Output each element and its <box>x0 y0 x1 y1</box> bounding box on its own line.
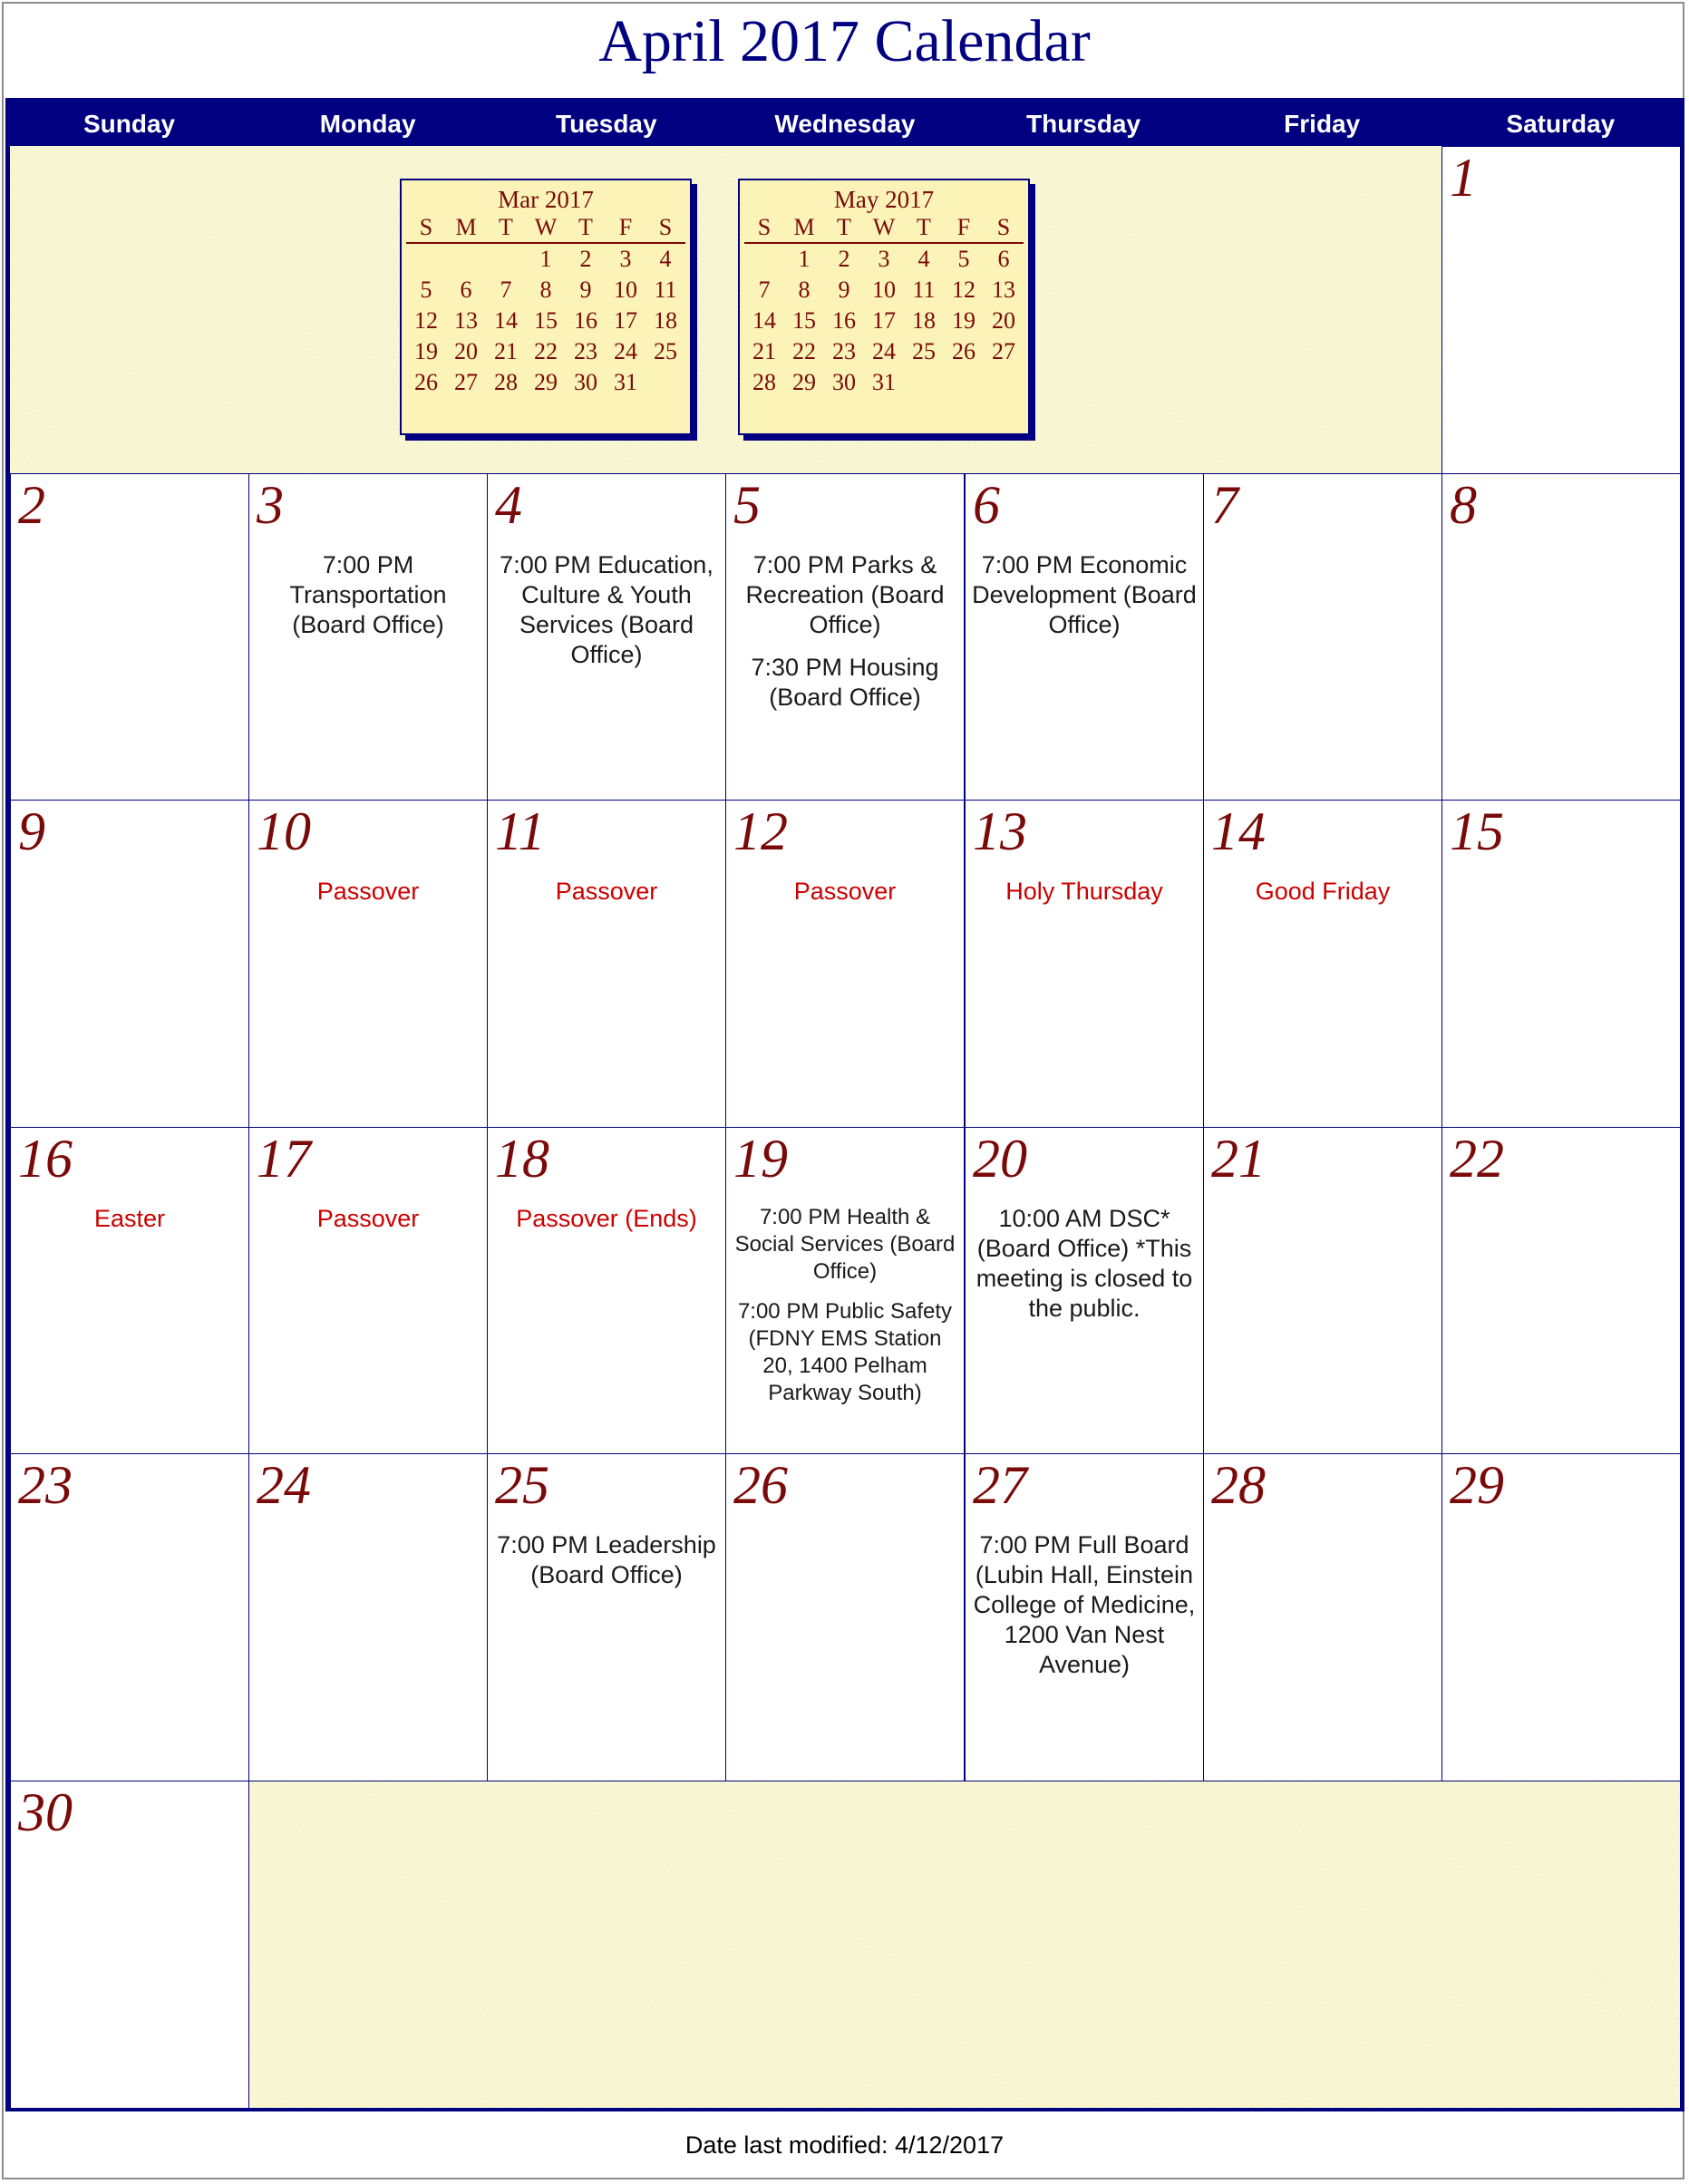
day-number: 15 <box>1450 801 1504 861</box>
day-events <box>255 877 481 919</box>
mini-day: 23 <box>832 338 856 364</box>
mini-weekday-header: M <box>446 213 486 243</box>
holiday-label: Easter <box>93 1205 166 1232</box>
day-events <box>1209 877 1436 919</box>
event-item[interactable]: 7:00 PM Full Board (Lubin Hall, Einstein College of Medicine, 1200 Van Nest Avenue) <box>973 1531 1196 1678</box>
day-number: 24 <box>257 1455 311 1515</box>
mini-day: 4 <box>659 246 672 272</box>
mini-day: 15 <box>792 307 816 334</box>
day-events <box>732 877 958 919</box>
day-number: 27 <box>973 1455 1027 1515</box>
mini-day <box>446 243 486 275</box>
day-events <box>16 1204 243 1247</box>
mini-day: 7 <box>758 277 771 303</box>
day-number: 23 <box>18 1455 73 1515</box>
mini-day: 28 <box>752 369 776 395</box>
mini-day: 10 <box>614 277 637 303</box>
mini-day: 19 <box>414 338 438 364</box>
day-events <box>732 550 958 725</box>
day-cell-19[interactable] <box>725 1127 965 1455</box>
day-cell-8[interactable] <box>1441 473 1681 801</box>
mini-day: 31 <box>872 369 896 395</box>
day-cell-7[interactable] <box>1203 473 1442 801</box>
mini-calendar-table <box>406 213 685 398</box>
mini-weekday-header: W <box>864 213 904 243</box>
mini-day: 25 <box>654 338 677 364</box>
mini-day: 28 <box>494 369 518 395</box>
mini-day: 6 <box>997 246 1010 272</box>
day-events <box>493 877 720 919</box>
mini-day: 9 <box>579 277 592 303</box>
day-cell-14[interactable] <box>1203 800 1442 1128</box>
mini-day: 2 <box>579 246 592 272</box>
mini-weekday-header: T <box>486 213 526 243</box>
mini-day: 7 <box>500 277 512 303</box>
event-item[interactable]: 7:00 PM Transportation (Board Office) <box>289 551 447 638</box>
event-item[interactable]: 7:30 PM Housing (Board Office) <box>751 654 939 711</box>
mini-weekday-header: T <box>824 213 864 243</box>
mini-weekday-header: T <box>566 213 606 243</box>
mini-day <box>904 367 944 398</box>
day-number: 18 <box>495 1129 549 1189</box>
day-number: 12 <box>733 801 788 861</box>
day-cell-25[interactable] <box>487 1453 726 1781</box>
mini-day: 1 <box>798 246 811 272</box>
mini-calendar-title: Mar 2017 <box>498 186 594 213</box>
day-cell-21[interactable] <box>1203 1127 1442 1455</box>
day-events <box>493 1204 720 1247</box>
mini-weekday-header: S <box>406 213 446 243</box>
day-number: 8 <box>1450 475 1477 535</box>
day-cell-24[interactable] <box>248 1453 488 1781</box>
event-item[interactable]: 7:00 PM Leadership (Board Office) <box>497 1531 716 1588</box>
day-cell-4[interactable] <box>487 473 726 801</box>
mini-day: 17 <box>614 307 637 334</box>
mini-day <box>646 367 685 398</box>
day-number: 1 <box>1450 148 1477 208</box>
mini-day: 25 <box>912 338 936 364</box>
day-number: 20 <box>973 1129 1027 1189</box>
day-events <box>493 550 720 683</box>
day-number: 6 <box>973 475 1000 535</box>
calendar <box>5 98 1684 2111</box>
month-grid <box>10 146 1680 2107</box>
event-item[interactable]: 7:00 PM Parks & Recreation (Board Office) <box>745 551 945 638</box>
weekday-friday: Friday <box>1284 110 1361 138</box>
mini-day: 23 <box>574 338 597 364</box>
mini-weekday-header: W <box>526 213 566 243</box>
mini-day: 20 <box>454 338 478 364</box>
mini-day: 5 <box>420 277 432 303</box>
day-events <box>493 1530 720 1603</box>
mini-day: 30 <box>832 369 856 395</box>
holiday-label: Passover <box>555 878 658 905</box>
mini-day: 11 <box>654 277 677 303</box>
day-number: 14 <box>1211 801 1266 861</box>
day-number: 7 <box>1211 475 1238 535</box>
mini-day: 18 <box>912 307 936 334</box>
mini-weekday-header: F <box>944 213 984 243</box>
weekday-monday: Monday <box>319 110 416 138</box>
mini-day: 19 <box>952 307 976 334</box>
day-events <box>255 550 481 653</box>
mini-day: 22 <box>792 338 816 364</box>
event-item[interactable]: 10:00 AM DSC* (Board Office) *This meeting is closed to the public. <box>976 1205 1193 1322</box>
weekday-header <box>10 102 1680 146</box>
filler-trailing <box>248 1781 1680 2108</box>
day-number: 21 <box>1211 1129 1266 1189</box>
mini-day <box>486 243 526 275</box>
mini-day <box>406 243 446 275</box>
mini-day: 13 <box>992 277 1015 303</box>
day-number: 2 <box>18 475 45 535</box>
holiday-label: Passover <box>316 1205 420 1232</box>
mini-day: 24 <box>872 338 896 364</box>
mini-day: 13 <box>454 307 478 334</box>
mini-day: 5 <box>957 246 970 272</box>
mini-weekday-header: S <box>984 213 1024 243</box>
page-title: April 2017 Calendar <box>598 8 1091 74</box>
weekday-saturday: Saturday <box>1506 110 1616 138</box>
mini-calendar-next <box>738 179 1030 435</box>
mini-day: 21 <box>752 338 776 364</box>
day-number: 30 <box>18 1782 73 1842</box>
holiday-label: Good Friday <box>1255 878 1391 905</box>
event-item[interactable]: 7:00 PM Education, Culture & Youth Services (Board Office) <box>500 551 713 668</box>
holiday-label: Holy Thursday <box>1005 878 1163 905</box>
day-events <box>971 1530 1198 1693</box>
mini-day: 4 <box>917 246 930 272</box>
day-cell-3[interactable] <box>248 473 488 801</box>
mini-calendar-title: May 2017 <box>833 186 935 213</box>
day-number: 13 <box>973 801 1027 861</box>
day-number: 26 <box>733 1455 788 1515</box>
day-cell-9[interactable] <box>10 800 249 1128</box>
day-number: 4 <box>495 475 522 535</box>
weekday-sunday: Sunday <box>83 110 176 138</box>
mini-day: 8 <box>539 277 552 303</box>
day-number: 29 <box>1450 1455 1504 1515</box>
day-events <box>971 877 1198 919</box>
mini-day: 30 <box>574 369 597 395</box>
day-cell-18[interactable] <box>487 1127 726 1455</box>
mini-day: 27 <box>992 338 1015 364</box>
event-item[interactable]: 7:00 PM Economic Development (Board Office) <box>972 551 1197 638</box>
mini-day: 26 <box>952 338 976 364</box>
day-number: 11 <box>495 801 546 861</box>
weekday-wednesday: Wednesday <box>774 110 916 138</box>
day-cell-13[interactable] <box>965 800 1204 1128</box>
day-cell-23[interactable] <box>10 1453 249 1781</box>
day-cell-17[interactable] <box>248 1127 488 1455</box>
mini-day: 22 <box>534 338 558 364</box>
day-number: 25 <box>495 1455 549 1515</box>
mini-day: 15 <box>534 307 558 334</box>
day-cell-2[interactable] <box>10 473 249 801</box>
holiday-label: Passover <box>316 878 420 905</box>
mini-day: 6 <box>460 277 472 303</box>
mini-calendar-prev <box>400 179 692 435</box>
day-cell-29[interactable] <box>1441 1453 1681 1781</box>
day-number: 5 <box>733 475 761 535</box>
mini-weekday-header: S <box>744 213 784 243</box>
mini-day: 17 <box>872 307 896 334</box>
last-modified: Date last modified: 4/12/2017 <box>684 2131 1005 2159</box>
mini-day: 26 <box>414 369 438 395</box>
day-number: 19 <box>733 1129 788 1189</box>
mini-day: 10 <box>872 277 896 303</box>
mini-day: 16 <box>574 307 597 334</box>
mini-day <box>944 367 984 398</box>
weekday-tuesday: Tuesday <box>556 110 657 138</box>
mini-day: 3 <box>619 246 632 272</box>
event-item[interactable]: 7:00 PM Health & Social Services (Board Office) <box>734 1205 956 1284</box>
mini-day: 1 <box>539 246 552 272</box>
day-events <box>732 1204 958 1420</box>
mini-day: 14 <box>752 307 776 334</box>
mini-day: 21 <box>494 338 518 364</box>
mini-day: 2 <box>838 246 850 272</box>
day-cell-1[interactable] <box>1441 146 1681 474</box>
holiday-label: Passover (Ends) <box>516 1205 697 1232</box>
day-cell-16[interactable] <box>10 1127 249 1455</box>
mini-weekday-header: F <box>606 213 646 243</box>
day-cell-28[interactable] <box>1203 1453 1442 1781</box>
holiday-label: Passover <box>793 878 897 905</box>
mini-day: 12 <box>952 277 976 303</box>
weekday-thursday: Thursday <box>1026 110 1141 138</box>
day-cell-27[interactable] <box>965 1453 1204 1781</box>
day-number: 22 <box>1450 1129 1504 1189</box>
mini-day: 31 <box>614 369 637 395</box>
day-cell-26[interactable] <box>725 1453 965 1781</box>
mini-day: 20 <box>992 307 1015 334</box>
day-cell-15[interactable] <box>1441 800 1681 1128</box>
mini-day: 12 <box>414 307 438 334</box>
mini-day: 29 <box>792 369 816 395</box>
day-cell-22[interactable] <box>1441 1127 1681 1455</box>
mini-day: 3 <box>878 246 890 272</box>
mini-day: 18 <box>654 307 677 334</box>
day-number: 9 <box>18 801 45 861</box>
day-number: 16 <box>18 1129 73 1189</box>
mini-calendar-table <box>744 213 1024 398</box>
day-cell-30[interactable] <box>10 1781 249 2109</box>
day-cell-5[interactable] <box>725 473 965 801</box>
mini-day: 11 <box>912 277 936 303</box>
mini-day <box>984 367 1024 398</box>
mini-day: 16 <box>832 307 856 334</box>
mini-day: 27 <box>454 369 478 395</box>
day-events <box>971 550 1198 653</box>
day-cell-10[interactable] <box>248 800 488 1128</box>
mini-weekday-header: M <box>784 213 824 243</box>
day-number: 10 <box>257 801 311 861</box>
mini-day: 29 <box>534 369 558 395</box>
mini-weekday-header: T <box>904 213 944 243</box>
mini-weekday-header: S <box>646 213 685 243</box>
mini-day: 14 <box>494 307 518 334</box>
day-cell-11[interactable] <box>487 800 726 1128</box>
mini-day: 8 <box>798 277 811 303</box>
day-events <box>971 1204 1198 1336</box>
mini-day: 24 <box>614 338 637 364</box>
day-number: 17 <box>257 1129 311 1189</box>
filler-leading <box>10 146 1441 473</box>
day-cell-6[interactable] <box>965 473 1204 801</box>
day-number: 3 <box>257 475 284 535</box>
event-item[interactable]: 7:00 PM Public Safety (FDNY EMS Station 20, 1400 Pelham Parkway South) <box>737 1299 953 1405</box>
day-number: 28 <box>1211 1455 1266 1515</box>
day-cell-20[interactable] <box>965 1127 1204 1455</box>
day-events <box>255 1204 481 1247</box>
day-cell-12[interactable] <box>725 800 965 1128</box>
mini-day: 9 <box>838 277 850 303</box>
mini-day <box>744 243 784 275</box>
